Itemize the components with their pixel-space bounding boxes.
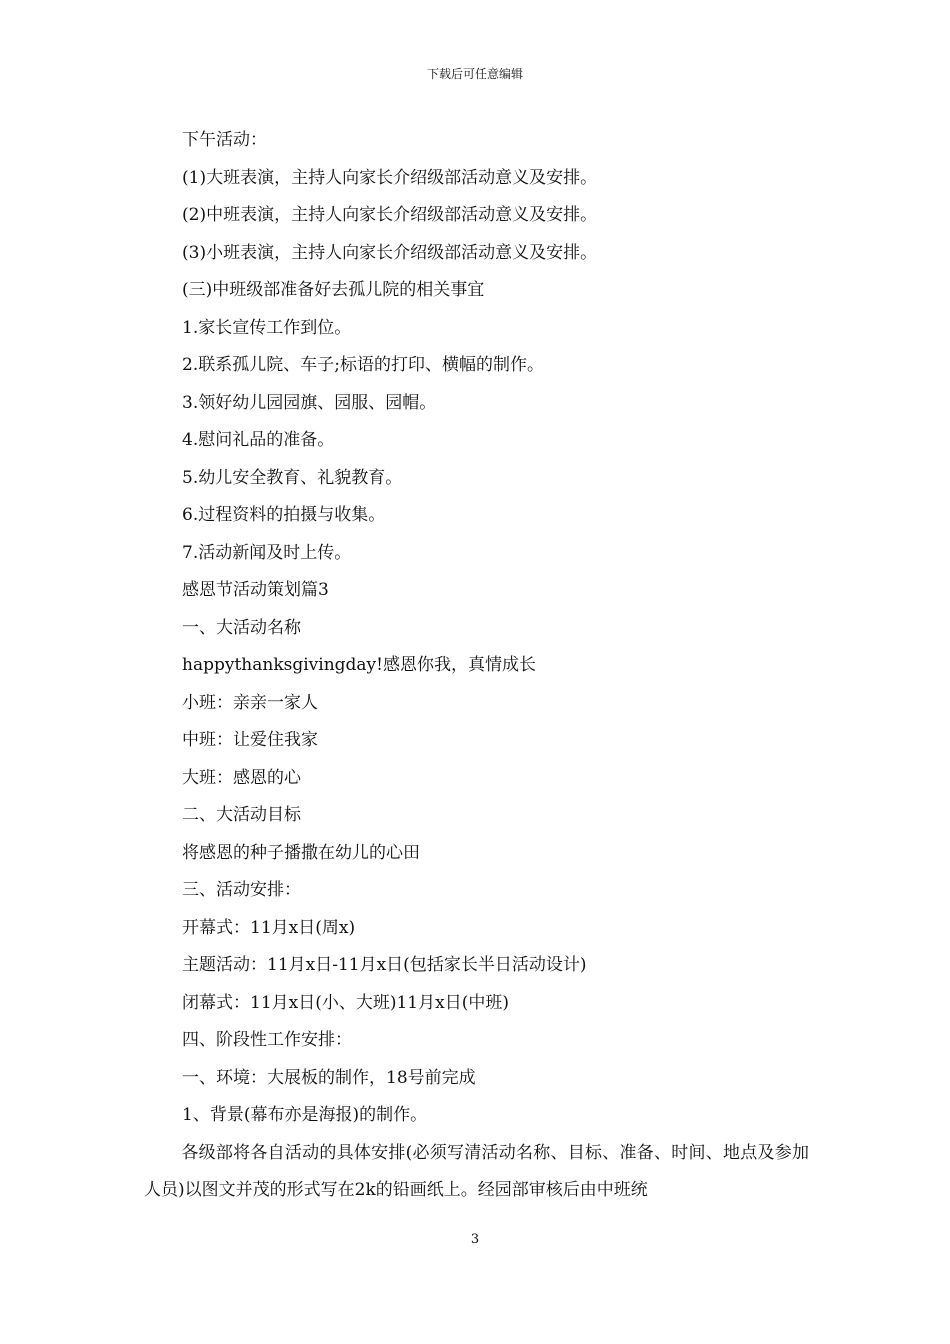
text-line: 3.领好幼儿园园旗、园服、园帽。: [182, 392, 437, 413]
text-line: 开幕式：11月x日(周x): [182, 917, 356, 938]
text-line: 小班：亲亲一家人: [182, 692, 318, 713]
text-line: 一、环境：大展板的制作，18号前完成: [182, 1067, 476, 1088]
text-line: 4.慰问礼品的准备。: [182, 430, 335, 450]
text-line: (1)大班表演，主持人向家长介绍级部活动意义及安排。: [182, 167, 598, 188]
text-line: 1.家长宣传工作到位。: [182, 317, 352, 338]
text-line: (三)中班级部准备好去孤儿院的相关事宜: [182, 280, 485, 300]
text-line: (2)中班表演，主持人向家长介绍级部活动意义及安排。: [182, 205, 598, 225]
text-line: 三、活动安排：: [182, 880, 301, 900]
text-line: 一、大活动名称: [182, 617, 301, 638]
text-line: 大班：感恩的心: [182, 767, 301, 788]
page-header: 下载后可任意编辑: [426, 67, 523, 81]
section-title: 感恩节活动策划篇3: [182, 580, 329, 600]
text-line: 二、大活动目标: [182, 805, 301, 825]
page-number: 3: [470, 1232, 480, 1247]
text-line: (3)小班表演，主持人向家长介绍级部活动意义及安排。: [182, 242, 598, 263]
text-line: 5.幼儿安全教育、礼貌教育。: [182, 467, 403, 488]
text-line: 主题活动：11月x日-11月x日(包括家长半日活动设计): [182, 955, 587, 975]
text-line: 2.联系孤儿院、车子;标语的打印、横幅的制作。: [182, 355, 544, 375]
text-line: 将感恩的种子播撒在幼儿的心田: [182, 842, 420, 863]
body-paragraph: 各级部将各自活动的具体安排(必须写清活动名称、目标、准备、时间、地点及参加人员)以图文并茂的形式写在2k的铅画纸上。经园部审核后由中班统: [144, 1142, 809, 1200]
text-line: 四、阶段性工作安排：: [182, 1030, 352, 1050]
text-line: 中班：让爱住我家: [182, 730, 318, 750]
text-line: 6.过程资料的拍摄与收集。: [182, 505, 386, 525]
text-line: 1、背景(幕布亦是海报)的制作。: [182, 1105, 428, 1125]
text-line: happythanksgivingday!感恩你我，真情成长: [182, 655, 536, 675]
text-line: 下午活动：: [182, 130, 267, 150]
document-body: [144, 122, 809, 1210]
text-line: 7.活动新闻及时上传。: [182, 542, 352, 563]
text-line: 闭幕式：11月x日(小、大班)11月x日(中班): [182, 992, 509, 1013]
